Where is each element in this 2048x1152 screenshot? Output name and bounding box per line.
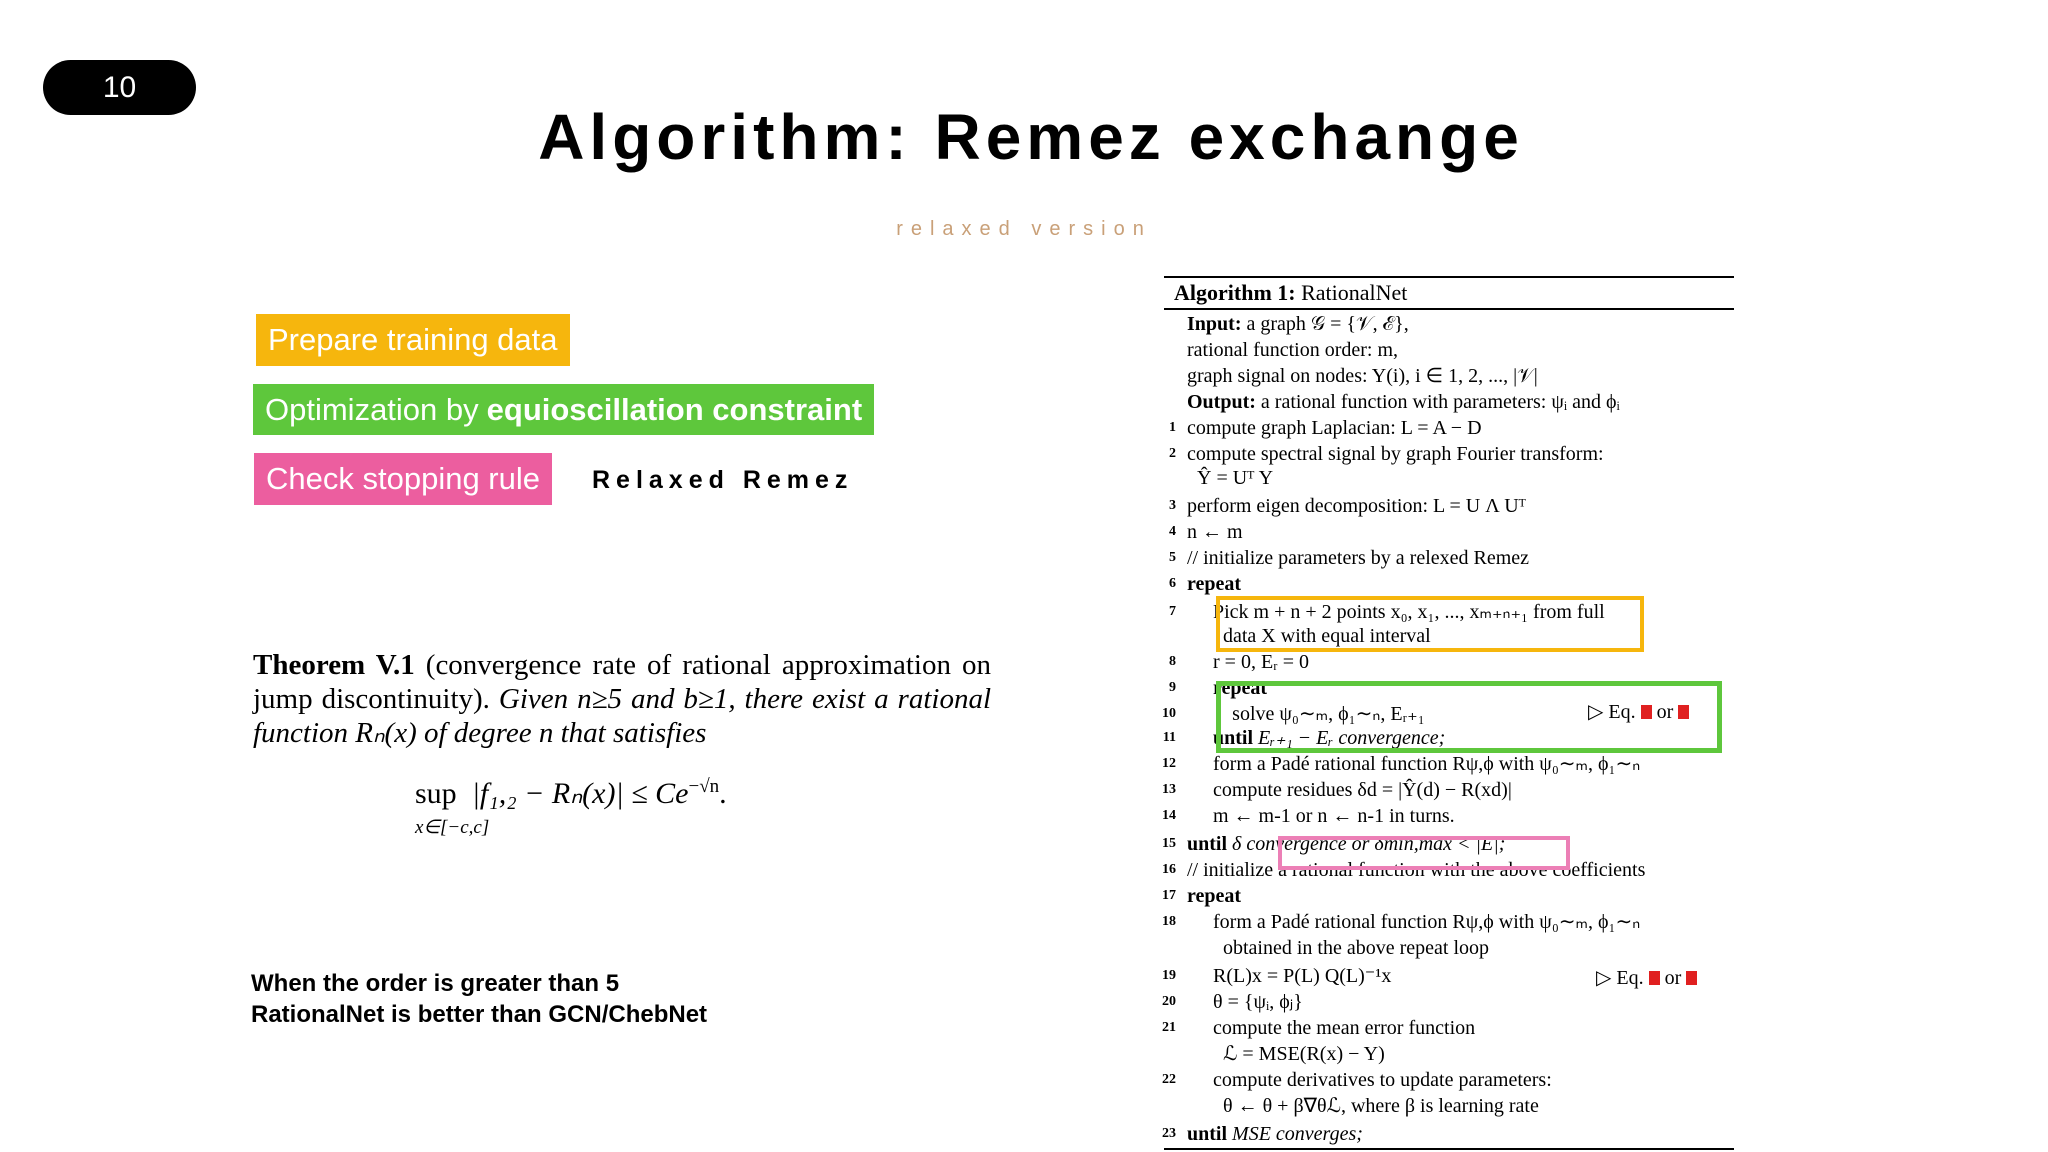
line-number: 21 — [1162, 1020, 1176, 1035]
algorithm-line: Pick m + n + 2 points x₀, x₁, ..., xₘ₊ₙ₊₁ from full — [1213, 601, 1605, 623]
algorithm-header-bold: Algorithm 1: — [1174, 280, 1296, 305]
eq-ref-marker — [1686, 971, 1697, 985]
algorithm-line: data X with equal interval — [1223, 625, 1431, 647]
algorithm-line: R(L)x = P(L) Q(L)⁻¹x — [1213, 965, 1392, 987]
algorithm-line: obtained in the above repeat loop — [1223, 937, 1490, 959]
line-number: 4 — [1169, 524, 1176, 539]
step-check-stopping-rule — [254, 453, 552, 505]
algorithm-line: θ = {ψᵢ, ϕⱼ} — [1213, 991, 1303, 1013]
algorithm-line: compute graph Laplacian: L = A − D — [1187, 417, 1482, 439]
algorithm-input — [1187, 312, 1409, 336]
algorithm-output — [1187, 390, 1620, 414]
algorithm-input-line2: rational function order: m, — [1187, 339, 1399, 361]
line-number: 18 — [1162, 914, 1176, 929]
formula-sup: sup — [415, 777, 457, 810]
algorithm-line: form a Padé rational function Rψ,ϕ with ψ₀∼ₘ, ϕ₁∼ₙ — [1213, 911, 1641, 933]
line-number: 12 — [1162, 756, 1176, 771]
algorithm-header-rule — [1164, 308, 1734, 310]
algorithm-line: // initialize parameters by a relexed Remez — [1187, 547, 1530, 569]
line-number: 2 — [1169, 446, 1176, 461]
step-optimization — [253, 384, 874, 435]
algorithm-line: until Eᵣ₊₁ − Eᵣ convergence; — [1213, 727, 1446, 749]
step-label: Prepare training data — [268, 322, 558, 357]
highlight-stopping-rule — [1278, 836, 1570, 870]
algorithm-line: compute derivatives to update parameters: — [1213, 1069, 1552, 1091]
eq-reference-19 — [1596, 966, 1697, 990]
line-number: 16 — [1162, 862, 1176, 877]
algorithm-header — [1174, 280, 1407, 306]
note — [251, 968, 707, 1030]
line-number: 3 — [1169, 498, 1176, 513]
eq-comment: ▷ Eq. — [1596, 967, 1644, 989]
eq-ref-marker — [1649, 971, 1660, 985]
highlight-pick-points — [1216, 596, 1644, 652]
page-number: 10 — [102, 70, 137, 104]
algorithm-input-line3: graph signal on nodes: Y(i), i ∈ 1, 2, ..., |𝒱| — [1187, 365, 1538, 387]
step-label: Check stopping rule — [266, 461, 540, 496]
formula-subscript: x∈[−c,c] — [415, 817, 490, 838]
line-number: 10 — [1162, 706, 1176, 721]
algorithm-line: repeat — [1187, 885, 1242, 907]
algorithm-line: repeat — [1187, 573, 1242, 595]
theorem-paren: (convergence rate of rational approximation on jump discontinuity). — [253, 649, 992, 715]
algorithm-line: repeat — [1213, 677, 1268, 699]
line-number: 11 — [1162, 730, 1176, 745]
line-number: 1 — [1169, 420, 1176, 435]
algorithm-line: until MSE converges; — [1187, 1123, 1363, 1145]
note-line-2: RationalNet is better than GCN/ChebNet — [251, 1001, 708, 1028]
algorithm-line: │ solve ψ₀∼ₘ, ϕ₁∼ₙ, Eᵣ₊₁ — [1213, 703, 1425, 725]
algorithm-line: until δ convergence or δmin,max < |E|; — [1187, 833, 1506, 855]
algorithm-top-rule — [1164, 276, 1734, 278]
highlight-equioscillation-loop — [1216, 681, 1722, 753]
algorithm-line: compute spectral signal by graph Fourier transform: — [1187, 443, 1604, 465]
theorem-head: Theorem V.1 — [253, 649, 415, 681]
algorithm-line: form a Padé rational function Rψ,ϕ with ψ₀∼ₘ, ϕ₁∼ₙ — [1213, 753, 1641, 775]
line-number: 7 — [1169, 604, 1176, 619]
line-number: 13 — [1162, 782, 1176, 797]
algorithm-line: m ← m-1 or n ← n-1 in turns. — [1213, 805, 1455, 827]
relaxed-remez-label: Relaxed Remez — [592, 466, 854, 494]
algorithm-line: ℒ = MSE(R(x) − Y) — [1223, 1043, 1385, 1065]
step-label: Optimization by — [265, 391, 479, 427]
formula-main: |f₁,₂ − Rₙ(x)| ≤ Ce — [471, 777, 689, 810]
slide-title: Algorithm: Remez exchange — [538, 101, 1524, 173]
step-prepare-training-data — [256, 314, 570, 366]
algorithm-box — [1164, 276, 1734, 1152]
line-number: 14 — [1162, 808, 1176, 823]
algorithm-line: // initialize a rational function with the above coefficients — [1187, 859, 1646, 881]
line-number: 19 — [1162, 968, 1176, 983]
algorithm-bottom-rule — [1164, 1148, 1734, 1150]
line-number: 8 — [1169, 654, 1176, 669]
algorithm-line: n ← m — [1187, 521, 1243, 543]
eq-or: or — [1656, 701, 1674, 723]
line-number: 22 — [1162, 1072, 1176, 1087]
formula-exponent: −√n — [688, 776, 720, 797]
algorithm-line: r = 0, Eᵣ = 0 — [1213, 651, 1310, 673]
algorithm-line: θ ← θ + β∇θℒ, where β is learning rate — [1223, 1095, 1539, 1117]
theorem-block — [253, 648, 991, 750]
input-text: a graph 𝒢 = {𝒱, ℰ}, — [1246, 313, 1409, 335]
algorithm-line: Ŷ = Uᵀ Y — [1197, 467, 1274, 489]
algorithm-line: perform eigen decomposition: L = U Λ Uᵀ — [1187, 495, 1526, 517]
theorem-statement: Given n≥5 and b≥1, there exist a rational function Rₙ(x) of degree n that satisfies — [253, 683, 992, 749]
line-number: 17 — [1162, 888, 1176, 903]
line-number: 9 — [1169, 680, 1176, 695]
line-number: 6 — [1169, 576, 1176, 591]
note-line-1: When the order is greater than 5 — [251, 970, 620, 997]
slide-subtitle: relaxed version — [896, 218, 1152, 240]
algorithm-line: compute the mean error function — [1213, 1017, 1476, 1039]
line-number: 20 — [1162, 994, 1176, 1009]
algorithm-line: compute residues δd = |Ŷ(d) − R(xd)| — [1213, 779, 1512, 801]
step-label-bold: equioscillation constraint — [486, 391, 863, 427]
line-number: 15 — [1162, 836, 1176, 851]
line-number: 5 — [1169, 550, 1176, 565]
eq-or: or — [1664, 967, 1682, 989]
line-number: 23 — [1162, 1126, 1176, 1141]
output-label: Output: — [1187, 391, 1256, 413]
eq-comment: ▷ Eq. — [1588, 701, 1636, 723]
algorithm-header-name: RationalNet — [1301, 280, 1408, 305]
output-text: a rational function with parameters: ψᵢ and ϕᵢ — [1260, 391, 1620, 413]
input-label: Input: — [1187, 313, 1242, 335]
theorem-formula: sup $|f_1,_2 - R_n(x)| \le Ce^{-√n}$. x∈[−c,c] — [415, 776, 727, 838]
